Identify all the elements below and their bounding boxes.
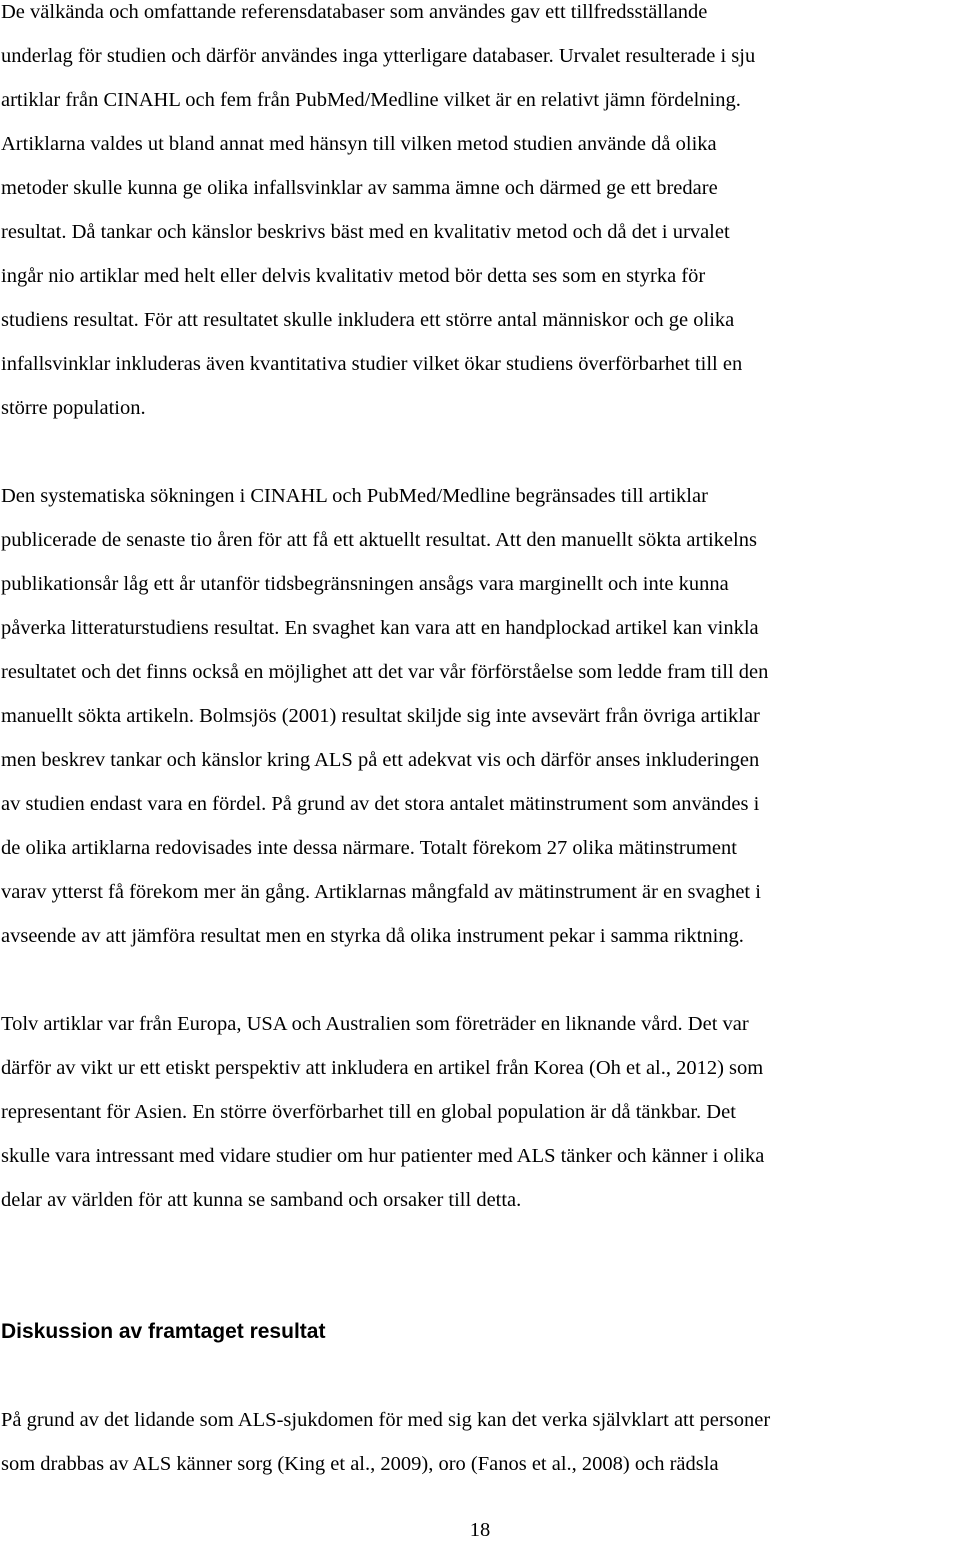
text-line: delar av världen för att kunna se samband och orsaker till detta.: [1, 1189, 522, 1211]
text-line: skulle vara intressant med vidare studier om hur patienter med ALS tänker och känner i olika: [1, 1145, 765, 1167]
text-line: de olika artiklarna redovisades inte dessa närmare. Totalt förekom 27 olika mätinstrument: [1, 837, 737, 859]
text-line: varav ytterst få förekom mer än gång. Artiklarnas mångfald av mätinstrument är en svaghet i: [1, 881, 761, 903]
text-line: Artiklarna valdes ut bland annat med hänsyn till vilken metod studien använde då olika: [1, 133, 717, 155]
text-line: därför av vikt ur ett etiskt perspektiv att inkludera en artikel från Korea (Oh et al., 2012) som: [1, 1057, 764, 1079]
text-line: manuellt sökta artikeln. Bolmsjös (2001) resultat skiljde sig inte avsevärt från övriga artiklar: [1, 705, 760, 727]
text-line: underlag för studien och därför användes inga ytterligare databaser. Urvalet resulterade i sju: [1, 45, 756, 67]
text-line: resultatet och det finns också en möjlighet att det var vår förförståelse som ledde fram till den: [1, 661, 769, 683]
paragraph-geographic-origin: [1, 1002, 959, 1222]
text-line: På grund av det lidande som ALS-sjukdomen för med sig kan det verka självklart att personer: [1, 1409, 771, 1431]
text-line: av studien endast vara en fördel. På grund av det stora antalet mätinstrument som användes i: [1, 793, 760, 815]
text-line: resultat. Då tankar och känslor beskrivs bäst med en kvalitativ metod och då det i urvalet: [1, 221, 730, 243]
text-line: som drabbas av ALS känner sorg (King et al., 2009), oro (Fanos et al., 2008) och rädsla: [1, 1453, 719, 1475]
text-line: infallsvinklar inkluderas även kvantitativa studier vilket ökar studiens överförbarhet till en: [1, 353, 743, 375]
section-heading: Diskussion av framtaget resultat: [1, 1320, 326, 1343]
text-line: påverka litteraturstudiens resultat. En svaghet kan vara att en handplockad artikel kan vinkla: [1, 617, 759, 639]
text-line: Tolv artiklar var från Europa, USA och Australien som företräder en liknande vård. Det var: [1, 1013, 749, 1035]
text-line: publicerade de senaste tio åren för att få ett aktuellt resultat. Att den manuellt sökta artikelns: [1, 529, 757, 551]
text-line: avseende av att jämföra resultat men en styrka då olika instrument pekar i samma riktning.: [1, 925, 744, 947]
page-number: 18: [469, 1519, 491, 1541]
text-line: ingår nio artiklar med helt eller delvis kvalitativ metod bör detta ses som en styrka för: [1, 265, 706, 287]
paragraph-systematic-search: [1, 474, 959, 958]
paragraph-database-selection: [1, 0, 959, 430]
text-line: men beskrev tankar och känslor kring ALS på ett adekvat vis och därför anses inkluderingen: [1, 749, 760, 771]
text-line: De välkända och omfattande referensdatabaser som användes gav ett tillfredsställande: [1, 1, 708, 23]
text-line: metoder skulle kunna ge olika infallsvinklar av samma ämne och därmed ge ett bredare: [1, 177, 718, 199]
paragraph-discussion-intro: [1, 1398, 959, 1486]
text-line: representant för Asien. En större överförbarhet till en global population är då tänkbar. Det: [1, 1101, 736, 1123]
text-line: publikationsår låg ett år utanför tidsbegränsningen ansågs vara marginellt och inte kunna: [1, 573, 729, 595]
text-line: studiens resultat. För att resultatet skulle inkludera ett större antal människor och ge olika: [1, 309, 735, 331]
text-line: artiklar från CINAHL och fem från PubMed/Medline vilket är en relativt jämn fördelning.: [1, 89, 741, 111]
text-line: större population.: [1, 397, 146, 419]
text-line: Den systematiska sökningen i CINAHL och PubMed/Medline begränsades till artiklar: [1, 485, 708, 507]
